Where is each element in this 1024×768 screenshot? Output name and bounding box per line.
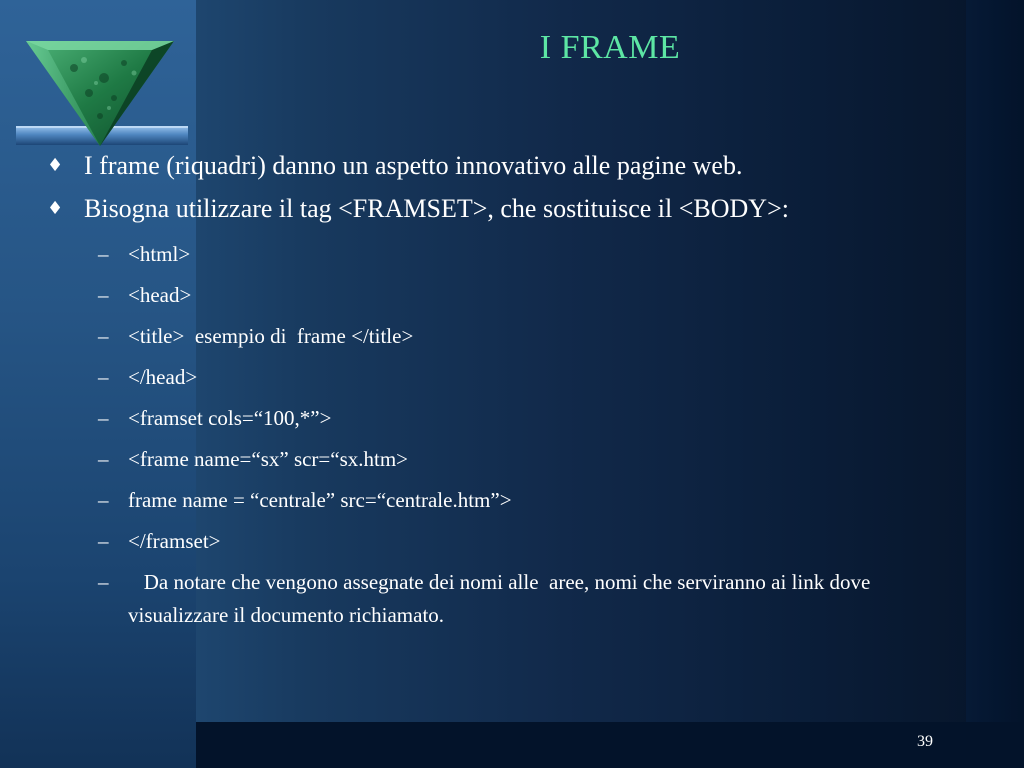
sub-bullet-text: <framset cols=“100,*”> (128, 406, 332, 430)
bullet-item (44, 145, 944, 187)
dash-bullet-icon: – (98, 570, 109, 594)
diamond-bullet-icon: ♦ (47, 155, 64, 176)
sub-bullet-text: frame name = “centrale” src=“centrale.htm”> (128, 488, 512, 512)
dash-bullet-icon: – (98, 324, 109, 348)
dash-bullet-icon: – (98, 242, 109, 266)
green-triangle-logo-icon (14, 38, 192, 150)
sub-bullet-item (44, 361, 944, 394)
dash-bullet-icon: – (98, 447, 109, 471)
sub-bullet-item (44, 525, 944, 558)
dash-bullet-icon: – (98, 529, 109, 553)
sub-bullet-item (44, 443, 944, 476)
sub-bullet-text: </framset> (128, 529, 221, 553)
sub-bullet-item (44, 484, 944, 517)
dash-bullet-icon: – (98, 365, 109, 389)
sub-bullet-text: <html> (128, 242, 191, 266)
right-decorative-band (966, 0, 1024, 768)
sub-bullet-item (44, 566, 944, 632)
sub-bullet-text: <head> (128, 283, 192, 307)
sub-bullet-item (44, 402, 944, 435)
bullet-item (44, 188, 944, 230)
dash-bullet-icon: – (98, 406, 109, 430)
sub-bullet-item (44, 279, 944, 312)
sub-bullet-text: Da notare che vengono assegnate dei nomi alle aree, nomi che serviranno ai link dove visualizzare il documento richiamato. (128, 570, 876, 627)
bullet-text: Bisogna utilizzare il tag <FRAMSET>, che sostituisce il <BODY>: (84, 194, 789, 223)
sub-bullet-item (44, 320, 944, 353)
page-number: 39 (917, 733, 933, 750)
slide-title: I FRAME (539, 29, 681, 66)
bullet-list (44, 145, 944, 632)
sub-bullet-item (44, 238, 944, 271)
dash-bullet-icon: – (98, 283, 109, 307)
dash-bullet-icon: – (98, 488, 109, 512)
sub-bullet-text: </head> (128, 365, 198, 389)
sub-bullet-text: <title> esempio di frame </title> (128, 324, 414, 348)
bullet-text: I frame (riquadri) danno un aspetto innovativo alle pagine web. (84, 151, 743, 180)
sub-bullet-text: <frame name=“sx” scr=“sx.htm> (128, 447, 409, 471)
diamond-bullet-icon: ♦ (47, 198, 64, 219)
